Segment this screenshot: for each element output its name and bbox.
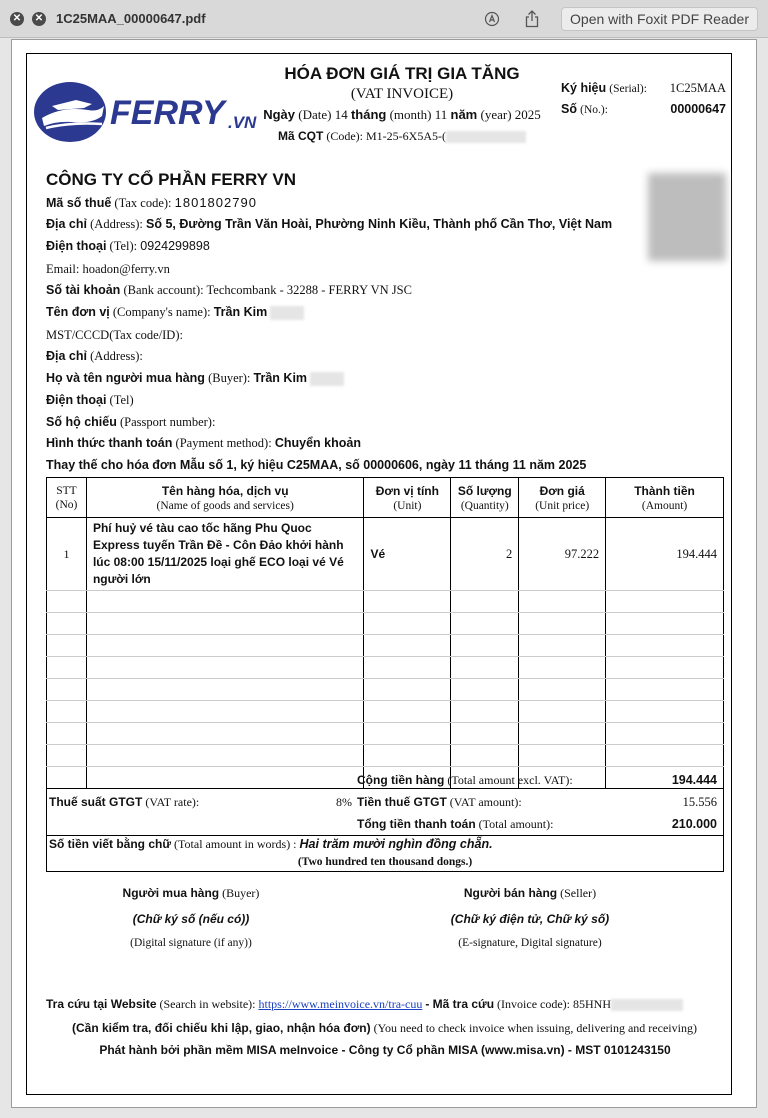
vat-amount-value: 15.556 — [682, 795, 717, 809]
item-qty: 2 — [451, 518, 519, 591]
open-with-foxit-button[interactable]: Open with Foxit PDF Reader — [561, 7, 758, 31]
invoice-title: HÓA ĐƠN GIÁ TRỊ GIA TĂNG — [284, 64, 520, 83]
seller-bank-account: Số tài khoản (Bank account): Techcombank - 32288 - FERRY VN JSC — [46, 283, 412, 297]
subtotal-value: 194.444 — [671, 773, 717, 787]
totals-block — [46, 769, 724, 836]
markup-icon[interactable] — [481, 8, 503, 30]
empty-row — [47, 635, 724, 657]
seller-signature: Người bán hàng (Seller) (Chữ ký điện tử, Chữ ký số) (E-signature, Digital signature) — [450, 886, 610, 949]
goods-table — [46, 477, 724, 789]
empty-row — [47, 701, 724, 723]
empty-row — [47, 657, 724, 679]
empty-row — [47, 591, 724, 613]
invoice-subtitle: (VAT INVOICE) — [350, 86, 454, 102]
pdf-page — [11, 39, 757, 1108]
buyer-signature: Người mua hàng (Buyer) (Chữ ký số (nếu có)) (Digital signature (if any)) — [122, 886, 260, 949]
invoice-lookup-code: 85HNH — [573, 997, 612, 1011]
issuer-line: Phát hành bởi phần mềm MISA meInvoice - Công ty Cổ phần MISA (www.misa.vn) - MST 0101243150 — [99, 1043, 671, 1057]
seller-tax-code: Mã số thuế (Tax code): 1801802790 — [46, 195, 257, 210]
invoice-number: 00000647 — [670, 102, 726, 116]
empty-row — [47, 723, 724, 745]
seller-company: CÔNG TY CỔ PHẦN FERRY VN — [46, 170, 296, 189]
col-header: Tên hàng hóa, dịch vụ (Name of goods and services) — [86, 478, 363, 518]
ferry-logo — [32, 66, 272, 146]
seller-email: Email: hoadon@ferry.vn — [46, 262, 170, 276]
svg-text:.VN: .VN — [228, 113, 257, 132]
vat-row: Thuế suất GTGT (VAT rate): 8% Tiền thuế GTGT (VAT amount): 15.556 — [49, 795, 717, 809]
col-header: Thành tiền (Amount) — [606, 478, 724, 518]
tax-authority-code: Mã CQT (Code): M1-25-6X5A5-( — [242, 129, 562, 144]
empty-row — [47, 613, 724, 635]
seller-tel: Điện thoại (Tel): 0924299898 — [46, 239, 210, 253]
subtotal-row: Cộng tiền hàng (Total amount excl. VAT): 194.444 — [357, 773, 717, 787]
empty-row — [47, 679, 724, 701]
share-icon[interactable] — [521, 8, 543, 30]
col-header: Số lượng (Quantity) — [451, 478, 519, 518]
file-title: 1C25MAA_00000647.pdf — [56, 11, 206, 26]
item-unit: Vé — [364, 518, 451, 591]
table-header-row — [47, 478, 724, 518]
buyer-company: Tên đơn vị (Company's name): Trần Kim — [46, 305, 646, 320]
item-name: Phí huỷ vé tàu cao tốc hãng Phu Quoc Express tuyến Trần Đề - Côn Đảo khởi hành lúc 08:00 15/11/2025 loại ghế ECO loại vé Vé người lớn — [86, 518, 363, 591]
serial-block: Ký hiệu (Serial): 1C25MAA Số (No.): 00000647 — [561, 81, 726, 116]
seller-address: Địa chỉ (Address): Số 5, Đường Trần Văn Hoài, Phường Ninh Kiều, Thành phố Cần Thơ, Việt Nam — [46, 217, 613, 231]
item-price: 97.222 — [519, 518, 606, 591]
lookup-line: Tra cứu tại Website (Search in website): https://www.meinvoice.vn/tra-cuu - Mã tra cứu (Invoice code): 85HNH — [46, 997, 724, 1012]
col-header: Đơn vị tính (Unit) — [364, 478, 451, 518]
check-note: (Cần kiểm tra, đối chiếu khi lập, giao, nhận hóa đơn) (You need to check invoice when issuing, delivering and receiving) — [72, 1021, 697, 1035]
invoice-date: Ngày (Date) 14 tháng (month) 11 năm (year) 2025 — [263, 107, 541, 122]
replacement-note: Thay thế cho hóa đơn Mẫu số 1, ký hiệu C25MAA, số 00000606, ngày 11 tháng 11 năm 2025 — [46, 458, 587, 472]
empty-row — [47, 745, 724, 767]
buyer-address: Địa chỉ (Address): — [46, 349, 143, 363]
vat-rate-value: 8% — [336, 795, 352, 809]
col-header: Đơn giá (Unit price) — [519, 478, 606, 518]
clear-icon[interactable]: ✕ — [32, 12, 46, 26]
serial-value: 1C25MAA — [669, 81, 726, 95]
amount-in-words: Số tiền viết bằng chữ (Total amount in words) : Hai trăm mười nghìn đồng chẵn. (Two hundred ten thousand dongs.) — [46, 833, 724, 872]
col-header: STT (No) — [47, 478, 87, 518]
qr-code-blurred — [648, 173, 726, 261]
total-value: 210.000 — [671, 817, 717, 831]
viewer-titlebar — [0, 0, 768, 38]
table-row: 1 Phí huỷ vé tàu cao tốc hãng Phu Quoc Express tuyến Trần Đề - Côn Đảo khởi hành lúc 08:00 15/11/2025 loại ghế ECO loại vé Vé người lớn Vé 2 97.222 194.444 — [47, 518, 724, 591]
invoice-title-block — [242, 64, 562, 144]
payment-method: Hình thức thanh toán (Payment method): Chuyển khoản — [46, 436, 361, 450]
total-row: Tổng tiền thanh toán (Total amount): 210.000 — [357, 817, 717, 831]
close-icon[interactable]: ✕ — [10, 12, 24, 26]
svg-text:FERRY: FERRY — [110, 94, 225, 132]
lookup-link[interactable]: https://www.meinvoice.vn/tra-cuu — [258, 997, 423, 1011]
buyer-passport: Số hộ chiếu (Passport number): — [46, 415, 216, 429]
item-amount: 194.444 — [606, 518, 724, 591]
buyer-tax-id: MST/CCCD(Tax code/ID): — [46, 328, 183, 342]
buyer-tel: Điện thoại (Tel) — [46, 393, 134, 407]
buyer-name: Họ và tên người mua hàng (Buyer): Trần Kim — [46, 371, 646, 386]
